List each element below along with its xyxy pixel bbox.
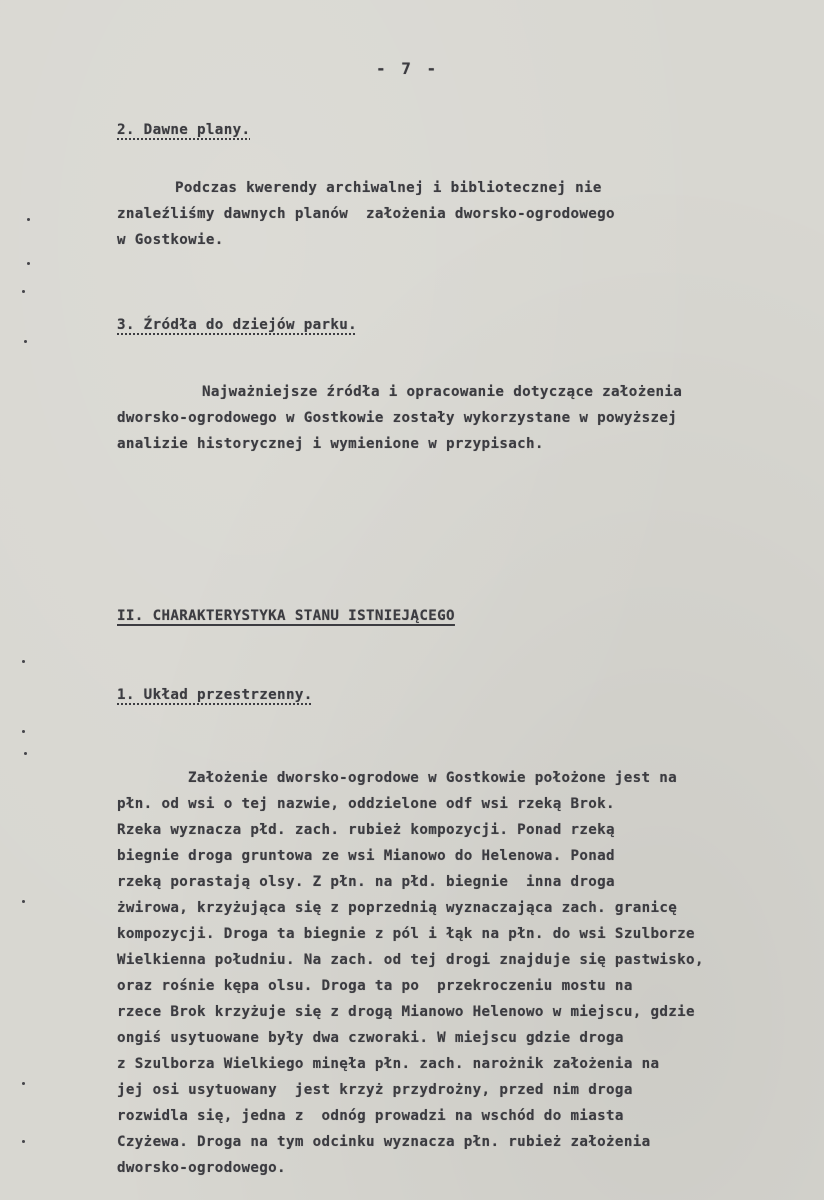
margin-speck xyxy=(22,290,25,293)
paragraph-line: oraz rośnie kępa olsu. Droga ta po przekroczeniu mostu na xyxy=(117,978,633,994)
margin-speck xyxy=(22,660,25,663)
paragraph-line: Czyżewa. Droga na tym odcinku wyznacza płn. rubież założenia xyxy=(117,1134,651,1150)
margin-speck xyxy=(27,218,30,221)
margin-speck xyxy=(24,752,27,755)
section-heading-sources: 3. Źródła do dziejów parku. xyxy=(117,317,358,333)
paragraph-line: dworsko-ogrodowego. xyxy=(117,1160,286,1176)
margin-speck xyxy=(22,1082,25,1085)
paragraph-line: Najważniejsze źródła i opracowanie dotyczące założenia xyxy=(202,384,683,400)
paragraph-line: kompozycji. Droga ta biegnie z pól i łąk na płn. do wsi Szulborze xyxy=(117,926,695,942)
page-number: - 7 - xyxy=(376,59,440,78)
paragraph-line: znaleźliśmy dawnych planów założenia dworsko-ogrodowego xyxy=(117,206,615,222)
margin-speck xyxy=(22,730,25,733)
paragraph-line: żwirowa, krzyżująca się z poprzednią wyznaczająca zach. granicę xyxy=(117,900,678,916)
paragraph-line: Podczas kwerendy archiwalnej i bibliotecznej nie xyxy=(175,180,602,196)
paragraph-line: jej osi usytuowany jest krzyż przydrożny, przed nim droga xyxy=(117,1082,633,1098)
section-heading-spatial-layout: 1. Układ przestrzenny. xyxy=(117,687,313,703)
margin-speck xyxy=(22,900,25,903)
paragraph-line: Wielkienna południu. Na zach. od tej drogi znajduje się pastwisko, xyxy=(117,952,704,968)
paragraph-line: ongiś usytuowane były dwa czworaki. W miejscu gdzie droga xyxy=(117,1030,624,1046)
paragraph-line: rzece Brok krzyżuje się z drogą Mianowo Helenowo w miejscu, gdzie xyxy=(117,1004,695,1020)
section-heading-old-plans: 2. Dawne plany. xyxy=(117,122,251,138)
margin-speck xyxy=(27,262,30,265)
paragraph-line: dworsko-ogrodowego w Gostkowie zostały wykorzystane w powyższej xyxy=(117,410,678,426)
paragraph-line: Założenie dworsko-ogrodowe w Gostkowie położone jest na xyxy=(188,770,678,786)
paragraph-line: w Gostkowie. xyxy=(117,232,224,248)
paragraph-line: analizie historycznej i wymienione w przypisach. xyxy=(117,436,544,452)
paragraph-line: Rzeka wyznacza płd. zach. rubież kompozycji. Ponad rzeką xyxy=(117,822,615,838)
paragraph-line: biegnie droga gruntowa ze wsi Mianowo do Helenowa. Ponad xyxy=(117,848,615,864)
paragraph-line: rozwidla się, jedna z odnóg prowadzi na wschód do miasta xyxy=(117,1108,624,1124)
paragraph-line: rzeką porastają olsy. Z płn. na płd. biegnie inna droga xyxy=(117,874,615,890)
paragraph-line: płn. od wsi o tej nazwie, oddzielone odf wsi rzeką Brok. xyxy=(117,796,615,812)
paragraph-line: z Szulborza Wielkiego minęła płn. zach. narożnik założenia na xyxy=(117,1056,660,1072)
margin-speck xyxy=(24,340,27,343)
margin-speck xyxy=(22,1140,25,1143)
chapter-heading: II. CHARAKTERYSTYKA STANU ISTNIEJĄCEGO xyxy=(117,608,455,624)
